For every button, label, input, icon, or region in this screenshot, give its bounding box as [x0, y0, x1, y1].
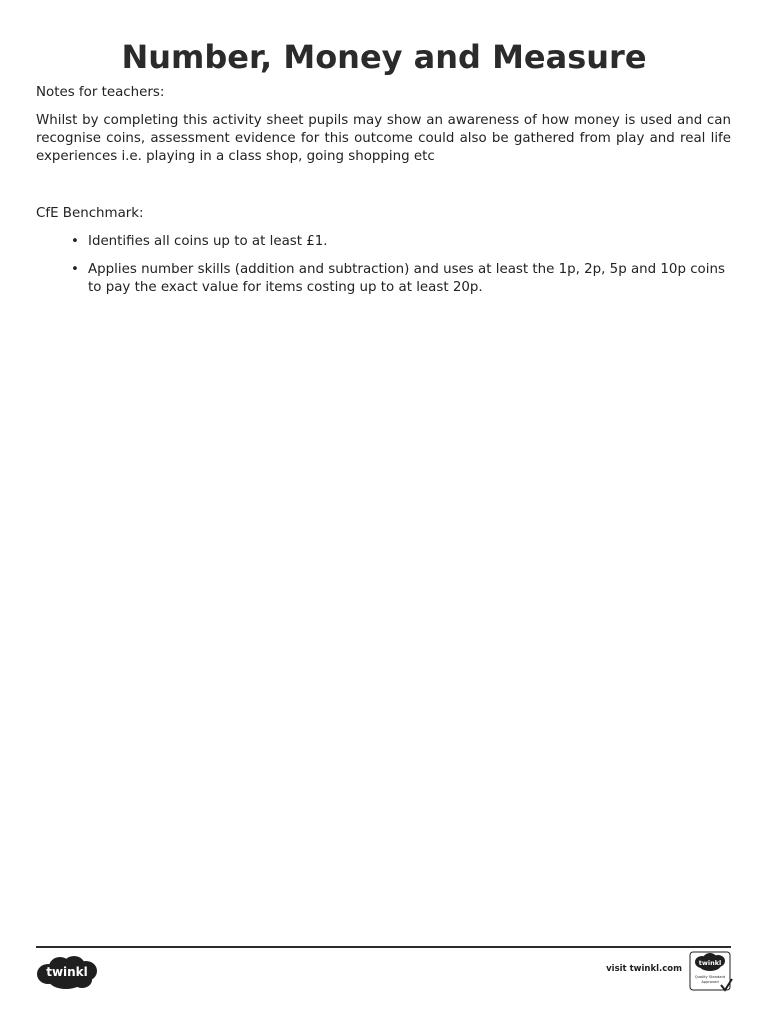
benchmark-item-text: Identifies all coins up to at least £1.: [88, 234, 328, 249]
notes-label: Notes for teachers:: [36, 85, 165, 100]
visit-website-text: visit twinkl.com: [606, 964, 682, 974]
badge-logo-text: twinkl: [698, 959, 722, 967]
footer-divider: [36, 946, 731, 948]
benchmark-label: CfE Benchmark:: [36, 206, 144, 221]
benchmark-item: [71, 261, 731, 297]
quality-badge-icon: [689, 951, 733, 993]
benchmark-list: [36, 233, 731, 297]
badge-line1: Quality Standard: [694, 975, 726, 979]
twinkl-logo-icon: [36, 953, 98, 991]
badge-line2: Approved: [701, 980, 719, 984]
benchmark-item-text: Applies number skills (addition and subtraction) and uses at least the 1p, 2p, 5p and 10p coins to pay the exact value for items costing up to at least 20p.: [88, 262, 725, 295]
twinkl-logo-text: twinkl: [46, 965, 88, 979]
bullet-icon: •: [71, 262, 79, 277]
document-body: [36, 84, 731, 307]
page-title: Number, Money and Measure: [121, 38, 647, 76]
bullet-icon: •: [71, 234, 79, 249]
benchmark-item: [71, 233, 731, 251]
notes-paragraph: Whilst by completing this activity sheet pupils may show an awareness of how money is used and can recognise coins, assessment evidence for this outcome could also be gathered from play and real life experiences i.e. playing in a class shop, going shopping etc: [36, 113, 731, 164]
